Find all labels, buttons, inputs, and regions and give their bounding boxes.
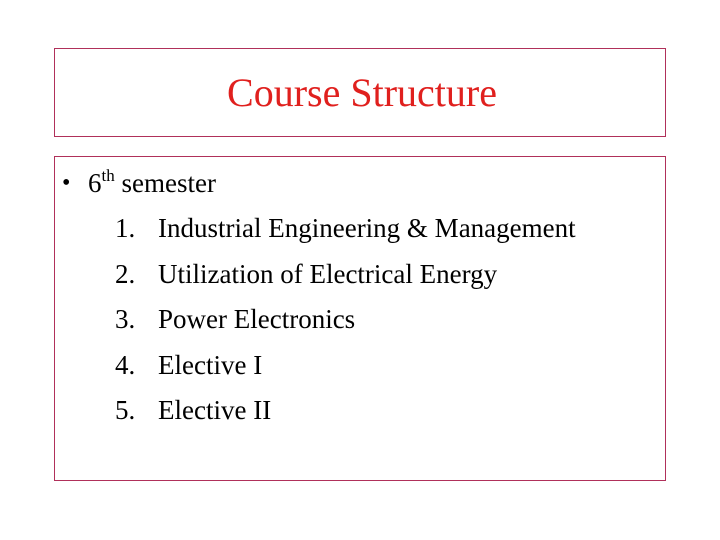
list-item-number: 3. (115, 304, 136, 334)
list-item-text: Elective II (158, 395, 272, 425)
list-item-text: Power Electronics (158, 304, 356, 334)
semester-number: 6 (88, 168, 102, 198)
bullet-icon: • (62, 170, 71, 196)
list-item-text: Elective I (158, 349, 263, 380)
list-item-text: Utilization of Electrical Energy (158, 258, 498, 289)
list-item-number: 2. (115, 258, 136, 289)
slide-title: Course Structure (227, 70, 497, 115)
semester-heading (88, 167, 216, 199)
content-box (54, 156, 666, 481)
list-item-text: Industrial Engineering & Management (158, 213, 576, 243)
list-item-number: 4. (115, 349, 136, 380)
list-item-number: 5. (115, 395, 136, 425)
title-box (54, 48, 666, 137)
semester-label: semester (114, 168, 216, 198)
semester-ordinal-suffix: th (101, 166, 115, 185)
list-item-number: 1. (115, 213, 136, 243)
